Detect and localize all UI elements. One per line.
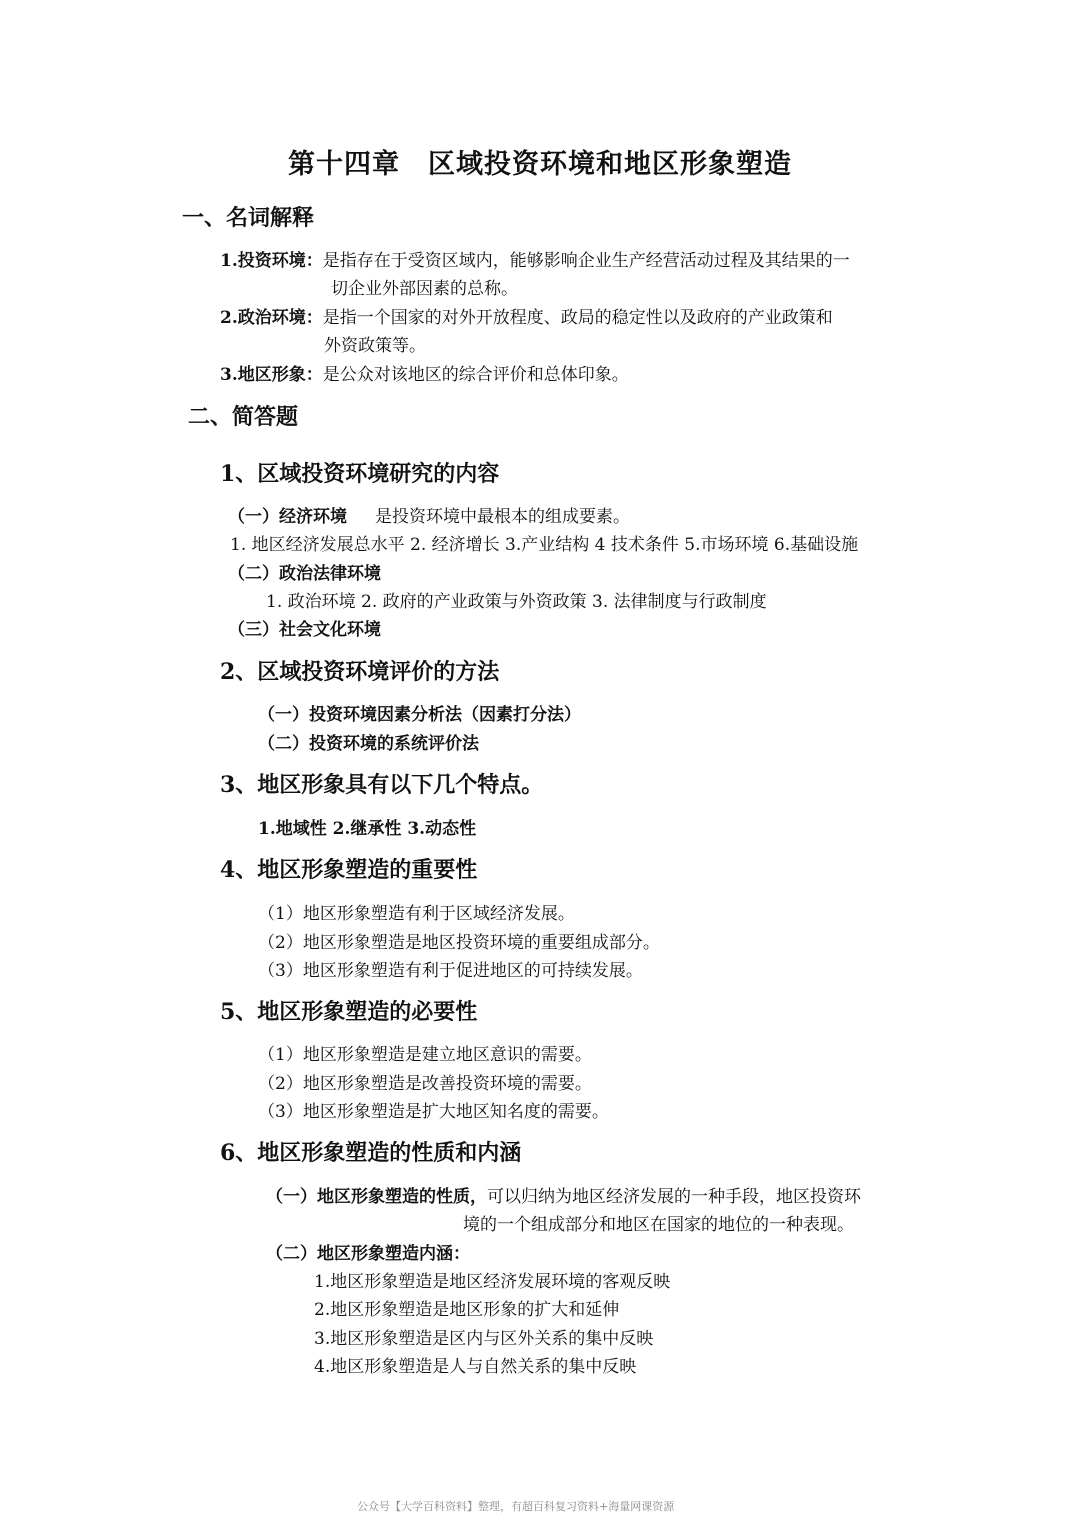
footer-watermark: 公众号【大学百科资料】整理，有超百科复习资料+海量网课资源 <box>357 1500 675 1513</box>
definition-item <box>220 246 850 271</box>
sub-item-economic <box>228 502 630 527</box>
sub-label-political: （二）政治法律环境 <box>228 564 381 584</box>
question-heading-1: 1、区域投资环境研究的内容 <box>220 461 500 487</box>
definition-text-cont: 外资政策等。 <box>324 336 426 356</box>
page-title: 第十四章 区域投资环境和地区形象塑造 <box>288 149 792 180</box>
sub-desc: 是投资环境中最根本的组成要素。 <box>375 507 630 527</box>
definition-text-cont: 切企业外部因素的总称。 <box>331 279 518 299</box>
definition-text: 是公众对该地区的综合评价和总体印象。 <box>322 365 629 385</box>
question-heading-2: 2、区域投资环境评价的方法 <box>220 659 500 685</box>
sub-items-political: 1. 政治环境 2. 政府的产业政策与外资政策 3. 法律制度与行政制度 <box>266 592 767 612</box>
definition-text: 是指存在于受资区域内，能够影响企业生产经营活动过程及其结果的一 <box>322 251 850 271</box>
list-item: （3）地区形象塑造有利于促进地区的可持续发展。 <box>258 961 643 981</box>
method-item: （二）投资环境的系统评价法 <box>258 734 479 754</box>
list-item: 1.地区形象塑造是地区经济发展环境的客观反映 <box>314 1272 671 1292</box>
question-heading-5: 5、地区形象塑造的必要性 <box>220 999 478 1025</box>
definition-item <box>220 303 833 328</box>
list-item: 4.地区形象塑造是人与自然关系的集中反映 <box>314 1357 637 1377</box>
list-item: （3）地区形象塑造是扩大地区知名度的需要。 <box>258 1102 609 1122</box>
definition-text: 是指一个国家的对外开放程度、政局的稳定性以及政府的产业政策和 <box>322 308 833 328</box>
section-heading-short-answer: 二、简答题 <box>188 404 299 430</box>
method-item: （一）投资环境因素分析法（因素打分法） <box>258 705 581 725</box>
sub-label-connotation: （二）地区形象塑造内涵： <box>266 1244 470 1264</box>
list-item: （1）地区形象塑造是建立地区意识的需要。 <box>258 1045 592 1065</box>
question-heading-6: 6、地区形象塑造的性质和内涵 <box>220 1140 522 1166</box>
list-item: 3.地区形象塑造是区内与区外关系的集中反映 <box>314 1329 654 1349</box>
question-heading-3: 3、地区形象具有以下几个特点。 <box>220 772 544 798</box>
list-item: 2.地区形象塑造是地区形象的扩大和延伸 <box>314 1300 620 1320</box>
features-list: 1.地域性 2.继承性 3.动态性 <box>258 819 477 839</box>
list-item: （2）地区形象塑造是地区投资环境的重要组成部分。 <box>258 933 660 953</box>
definition-term: 1.投资环境： <box>220 251 323 271</box>
question-heading-4: 4、地区形象塑造的重要性 <box>220 857 478 883</box>
list-item: （2）地区形象塑造是改善投资环境的需要。 <box>258 1074 592 1094</box>
definition-term: 3.地区形象： <box>220 365 323 385</box>
sub-label: （一）经济环境 <box>228 507 347 527</box>
list-item: （1）地区形象塑造有利于区域经济发展。 <box>258 904 575 924</box>
nature-item <box>266 1182 861 1207</box>
sub-items-economic: 1. 地区经济发展总水平 2. 经济增长 3.产业结构 4 技术条件 5.市场环境 6.基础设施 <box>230 535 859 555</box>
definition-term: 2.政治环境： <box>220 308 323 328</box>
sub-label-social: （三）社会文化环境 <box>228 620 381 640</box>
sub-label: （一）地区形象塑造的性质， <box>266 1187 487 1207</box>
section-heading-definitions: 一、名词解释 <box>182 205 315 231</box>
nature-text-cont: 境的一个组成部分和地区在国家的地位的一种表现。 <box>463 1215 854 1235</box>
sub-desc: 可以归纳为地区经济发展的一种手段，地区投资环 <box>487 1187 861 1207</box>
definition-item <box>220 360 629 385</box>
